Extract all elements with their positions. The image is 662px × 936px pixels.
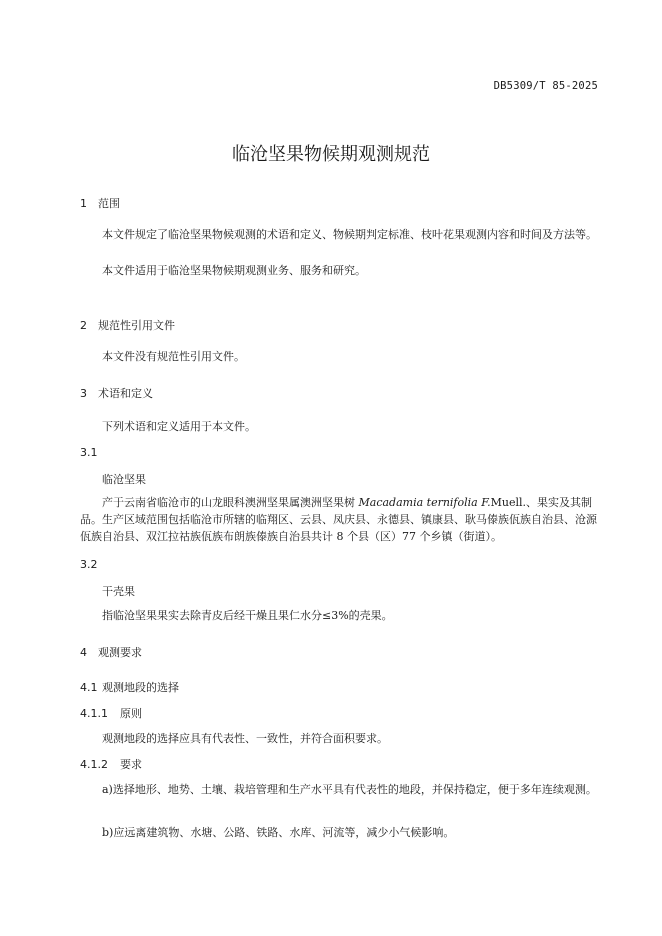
- term-3-1-definition: [80, 494, 600, 545]
- section-4-heading: [80, 644, 142, 660]
- term-3-1-number: 3.1: [80, 446, 98, 459]
- section-1-paragraph-2: 本文件适用于临沧坚果物候期观测业务、服务和研究。: [102, 264, 366, 277]
- term-3-2-number: 3.2: [80, 558, 98, 571]
- section-3-paragraph-1: 下列术语和定义适用于本文件。: [102, 420, 256, 433]
- document-title: 临沧坚果物候期观测规范: [232, 144, 430, 165]
- section-title: 术语和定义: [98, 387, 153, 400]
- definition-text-continued: Muell.、果实及其制品。生产区域范围包括临沧市所辖的临翔区、云县、凤庆县、永德县、镇康县、耿马傣族佤族自治县、沧源佤族自治县、双江拉祜族佤族布朗族傣族自治县共计 8 个县（区）77 个乡镇（街道）。: [80, 496, 597, 543]
- requirement-b: b)应远离建筑物、水塘、公路、铁路、水库、河流等，减少小气候影响。: [102, 826, 455, 839]
- section-1-paragraph-1: 本文件规定了临沧坚果物候观测的术语和定义、物候期判定标准、枝叶花果观测内容和时间及方法等。: [102, 228, 597, 241]
- section-number: 4.1.2: [80, 758, 108, 771]
- section-number: 2: [80, 319, 87, 332]
- section-number: 3: [80, 387, 87, 400]
- section-number: 4: [80, 646, 87, 659]
- section-4-1-1-heading: [80, 705, 142, 721]
- section-number: 4.1.1: [80, 707, 108, 720]
- section-2-heading: [80, 317, 175, 333]
- section-3-heading: [80, 385, 153, 401]
- term-3-1-name: 临沧坚果: [102, 473, 146, 486]
- standard-code: DB5309/T 85-2025: [493, 80, 598, 92]
- section-title: 观测要求: [98, 646, 142, 659]
- section-number: 1: [80, 197, 87, 210]
- requirement-a: a)选择地形、地势、土壤、栽培管理和生产水平具有代表性的地段，并保持稳定，便于多年连续观测。: [102, 783, 597, 796]
- term-3-2-definition: 指临沧坚果果实去除青皮后经干燥且果仁水分≤3%的壳果。: [102, 609, 393, 622]
- section-title: 规范性引用文件: [98, 319, 175, 332]
- section-2-paragraph-1: 本文件没有规范性引用文件。: [102, 350, 245, 363]
- section-1-heading: [80, 195, 120, 211]
- section-number: 4.1: [80, 681, 98, 694]
- definition-text: 产于云南省临沧市的山龙眼科澳洲坚果属澳洲坚果树: [102, 496, 359, 509]
- section-4-1-heading: [80, 679, 179, 695]
- section-4-1-2-heading: [80, 756, 142, 772]
- section-title: 要求: [120, 758, 142, 771]
- term-3-2-name: 干壳果: [102, 585, 135, 598]
- section-title: 原则: [120, 707, 142, 720]
- latin-name-suffix: F.: [477, 496, 491, 509]
- section-4-1-1-paragraph: 观测地段的选择应具有代表性、一致性，并符合面积要求。: [102, 732, 388, 745]
- section-title: 观测地段的选择: [102, 681, 179, 694]
- section-title: 范围: [98, 197, 120, 210]
- latin-name: Macadamia ternifolia: [358, 496, 478, 509]
